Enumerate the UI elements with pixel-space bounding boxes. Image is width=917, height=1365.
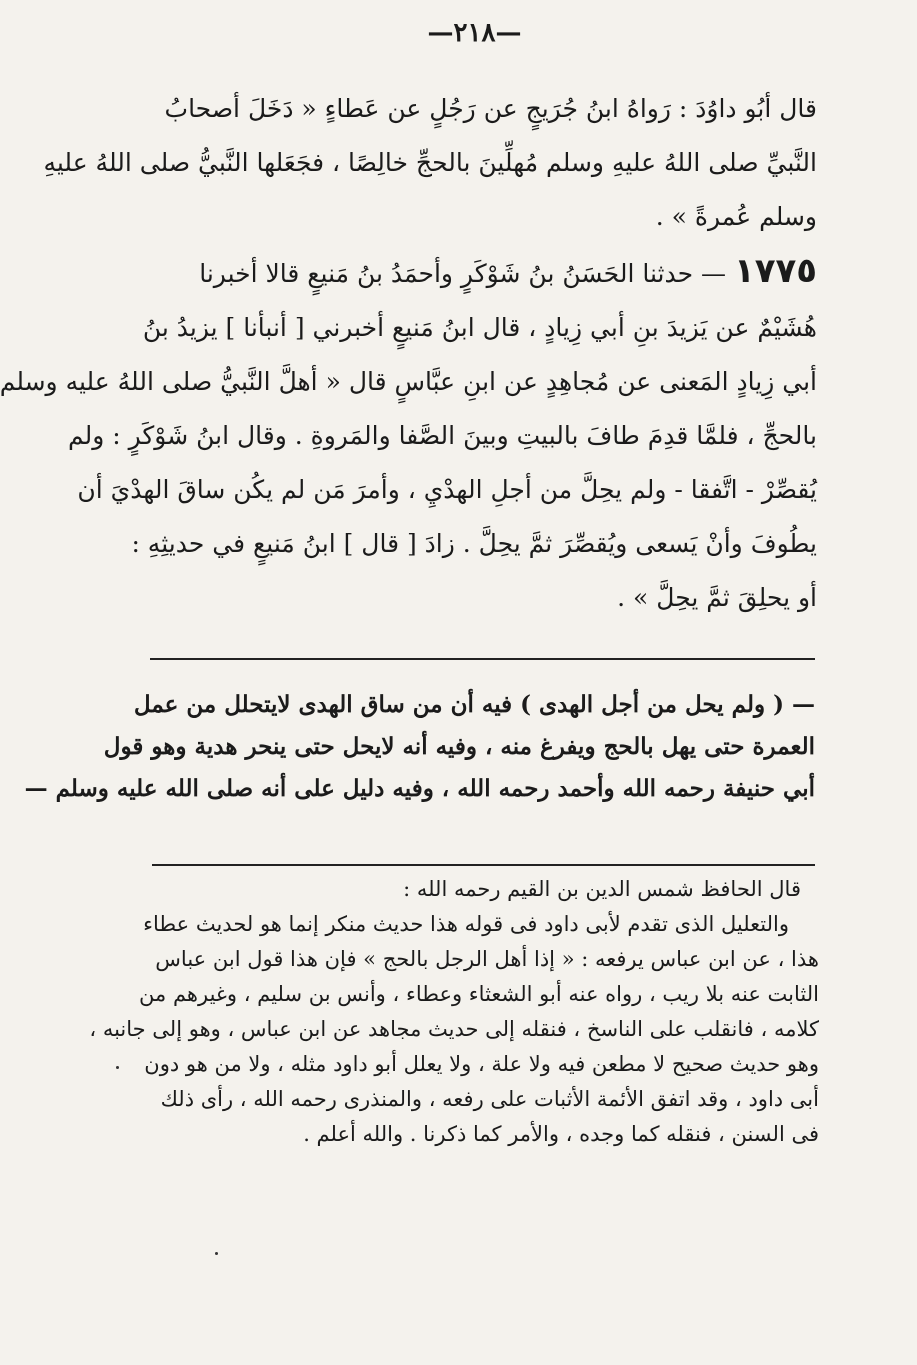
hadith-line: بالحجِّ ، فلمَّا قدِمَ طافَ بالبيتِ وبينَ الصَّفا والمَروةِ . وقال ابنُ شَوْكَرٍ : ولم [67, 421, 817, 450]
footnote-line: العمرة حتى يهل بالحج ويفرغ منه ، وفيه أنه لايحل حتى ينحر هدية وهو قول [103, 733, 815, 760]
intro-line: قال أبُو داوُدَ : رَواهُ ابنُ جُرَيجٍ عن رَجُلٍ عن عَطاءٍ « دَخَلَ أصحابُ [164, 94, 817, 123]
hadith-line: أو يحلِقَ ثمَّ يحِلَّ » . [617, 583, 817, 612]
commentary-line: فى السنن ، فنقله كما وجده ، والأمر كما ذكرنا . والله أعلم . [303, 1122, 819, 1146]
commentary-line: كلامه ، فانقلب على الناسخ ، فنقله إلى حديث مجاهد عن ابن عباس ، وهو إلى جانبه ، [89, 1017, 819, 1041]
footnote-line: — ( ولم يحل من أجل الهدى ) فيه أن من ساق الهدى لايتحلل من عمل [133, 691, 815, 718]
scan-speck [116, 1066, 119, 1069]
footnote-line: أبي حنيفة رحمه الله وأحمد رحمه الله ، وفيه دليل على أنه صلى الله عليه وسلم — [24, 775, 815, 802]
commentary-line: أبى داود ، وقد اتفق الأئمة الأثبات على رفعه ، والمنذرى رحمه الله ، رأى ذلك [160, 1087, 819, 1111]
intro-paragraph [43, 82, 817, 244]
divider-rule [152, 864, 815, 866]
intro-line: النَّبيِّ صلى اللهُ عليهِ وسلم مُهلِّينَ بالحجِّ خالِصًا ، فجَعَلها النَّبيُّ صلى اللهُ عليهِ [43, 148, 817, 177]
scan-speck [215, 1252, 218, 1255]
footnote-paragraph [24, 684, 815, 810]
hadith-line: يُقصِّرْ - اتَّفقا - ولم يحِلَّ من أجلِ الهدْيِ ، وأمرَ مَن لم يكُن ساقَ الهدْيَ أن [77, 475, 817, 504]
hadith-line: هُشَيْمٌ عن يَزيدَ بنِ أبي زِيادٍ ، قال ابنُ مَنيعٍ أخبرني [ أنبأنا ] يزيدُ بنُ [142, 313, 817, 342]
divider-rule [150, 658, 815, 660]
hadith-first-line [152, 244, 817, 301]
hadith-line: أبي زِيادٍ المَعنى عن مُجاهِدٍ عن ابنِ عبَّاسٍ قال « أهلَّ النَّبيُّ صلى اللهُ عليه وسلم [0, 367, 817, 396]
intro-line: وسلم عُمرةً » . [655, 202, 817, 231]
commentary-line: والتعليل الذى تقدم لأبى داود فى قوله هذا حديث منكر إنما هو لحديث عطاء [143, 912, 789, 936]
commentary-line: الثابت عنه بلا ريب ، رواه عنه أبو الشعثاء وعطاء ، وأنس بن سليم ، وغيرهم من [139, 982, 819, 1006]
hadith-line: — حدثنا الحَسَنُ بنُ شَوْكَرٍ وأحمَدُ بنُ مَنيعٍ قالا أخبرنا [199, 259, 726, 288]
commentary-heading: قال الحافظ شمس الدين بن القيم رحمه الله : [403, 877, 801, 901]
commentary-line: هذا ، عن ابن عباس يرفعه : « إذا أهل الرجل بالحج » فإن هذا قول ابن عباس [155, 947, 819, 971]
page-number: —٢١٨— [427, 18, 522, 48]
hadith-paragraph [0, 244, 817, 625]
hadith-line: يطُوفَ وأنْ يَسعى ويُقصِّرَ ثمَّ يحِلَّ . زادَ [ قال ] ابنُ مَنيعٍ في حديثِهِ : [131, 529, 817, 558]
hadith-number: ١٧٧٥ [733, 251, 817, 291]
commentary-line: وهو حديث صحيح لا مطعن فيه ولا علة ، ولا يعلل أبو داود مثله ، ولا من هو دون [144, 1052, 819, 1076]
commentary-paragraph [89, 872, 819, 1152]
